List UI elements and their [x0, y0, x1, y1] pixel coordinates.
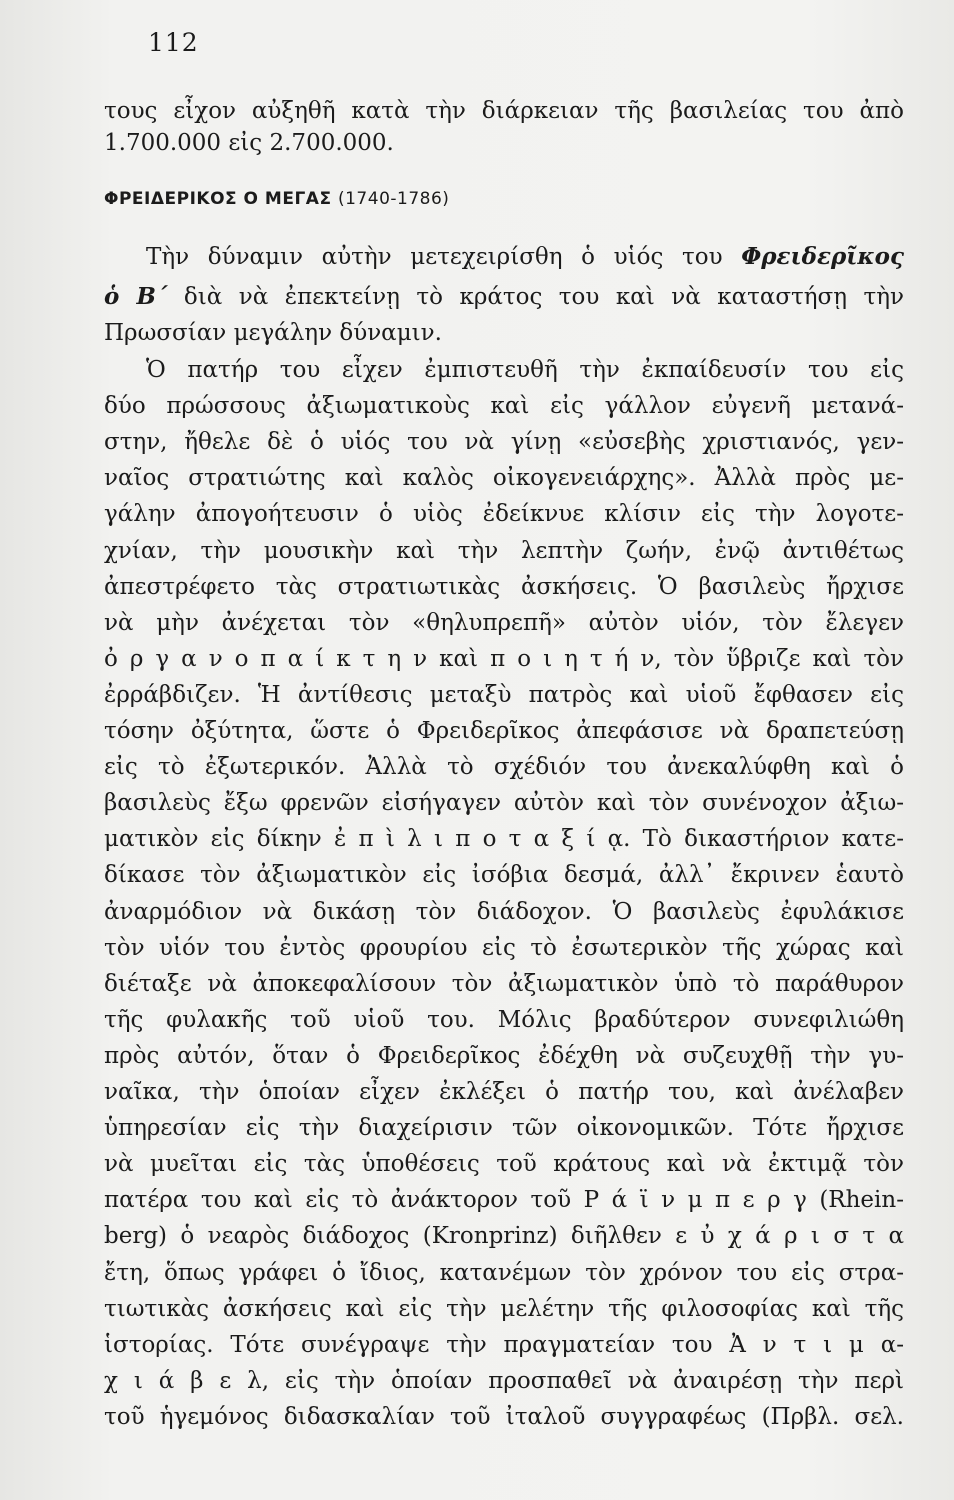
text-line: τόσην ὀξύτητα, ὥστε ὁ Φρειδερῖκος ἀπεφάσισε νὰ δραπετεύσῃ: [104, 718, 904, 744]
frederick-name: Φρειδερῖκος: [741, 243, 904, 270]
text-line: τιωτικὰς ἀσκήσεις καὶ εἰς τὴν μελέτην τῆς φιλοσοφίας καὶ τῆς: [104, 1296, 904, 1322]
intro-line-1: τους εἶχον αὐξηθῆ κατὰ τὴν διάρκειαν τῆς βασιλείας του ἀπὸ: [104, 98, 904, 124]
text-line: πατέρα του καὶ εἰς τὸ ἀνάκτορον τοῦ Ρ ά ϊ ν μ π ε ρ γ (Rhein-: [104, 1187, 904, 1213]
section-heading: [104, 189, 449, 209]
text-line: ἐρράβδιζεν. Ἡ ἀντίθεσις μεταξὺ πατρὸς καὶ υἱοῦ ἔφθασεν εἰς: [104, 682, 904, 708]
text-line: ἱστορίας. Τότε συνέγραψε τὴν πραγματείαν του Ἀ ν τ ι μ α-: [104, 1332, 904, 1358]
para1-line-1: [146, 242, 904, 272]
text-line: γάλην ἀπογοήτευσιν ὁ υἱὸς ἐδείκνυε κλίσιν εἰς τὴν λογοτε-: [104, 501, 904, 527]
text-line: berg) ὁ νεαρὸς διάδοχος (Kronprinz) διῆλθεν ε ὐ χ ά ρ ι σ τ α: [104, 1223, 904, 1249]
page-number: 112: [148, 28, 199, 57]
para1-line2-text: διὰ νὰ ἐπεκτείνῃ τὸ κράτος του καὶ νὰ καταστήσῃ τὴν: [183, 284, 904, 310]
text-line: τὸν υἱόν του ἐντὸς φρουρίου εἰς τὸ ἐσωτερικὸν τῆς χώρας καὶ: [104, 935, 904, 961]
text-line: διέταξε νὰ ἀποκεφαλίσουν τὸν ἀξιωματικὸν ὑπὸ τὸ παράθυρον: [104, 971, 904, 997]
frederick-numeral: ὁ Β΄: [104, 283, 168, 310]
text-line: ὀ ρ γ α ν ο π α ί κ τ η ν καὶ π ο ι η τ ή ν, τὸν ὕβριζε καὶ τὸν: [104, 646, 904, 672]
text-line: ὑπηρεσίαν εἰς τὴν διαχείρισιν τῶν οἰκονομικῶν. Τότε ἤρχισε: [104, 1115, 904, 1141]
text-line: ἔτη, ὅπως γράφει ὁ ἴδιος, κατανέμων τὸν χρόνον του εἰς στρα-: [104, 1260, 904, 1286]
text-line: στην, ἤθελε δὲ ὁ υἱός του νὰ γίνῃ «εὐσεβὴς χριστιανός, γεν-: [104, 429, 904, 455]
text-line: νὰ μυεῖται εἰς τὰς ὑποθέσεις τοῦ κράτους καὶ νὰ ἐκτιμᾷ τὸν: [104, 1151, 904, 1177]
para1-line-2: [104, 282, 904, 312]
text-line: χ ι ά β ε λ, εἰς τὴν ὁποίαν προσπαθεῖ νὰ ἀναιρέσῃ τὴν περὶ: [104, 1368, 904, 1394]
text-line: ναῖος στρατιώτης καὶ καλὸς οἰκογενειάρχης». Ἀλλὰ πρὸς με-: [104, 465, 904, 491]
para1-line1-text: Τὴν δύναμιν αὐτὴν μετεχειρίσθη ὁ υἱός του: [146, 244, 723, 270]
text-line: ἀναρμόδιον νὰ δικάσῃ τὸν διάδοχον. Ὁ βασιλεὺς ἐφυλάκισε: [104, 899, 904, 925]
text-line: ματικὸν εἰς δίκην ἐ π ὶ λ ι π ο τ α ξ ί ᾳ. Τὸ δικαστήριον κατε-: [104, 826, 904, 852]
text-line: δύο πρώσσους ἀξιωματικοὺς καὶ εἰς γάλλον εὐγενῆ μετανά-: [104, 393, 904, 419]
text-line: χνίαν, τὴν μουσικὴν καὶ τὴν λεπτὴν ζωήν, ἐνῷ ἀντιθέτως: [104, 538, 904, 564]
text-line: τῆς φυλακῆς τοῦ υἱοῦ του. Μόλις βραδύτερον συνεφιλιώθη: [104, 1007, 904, 1033]
text-line: ναῖκα, τὴν ὁποίαν εἶχεν ἐκλέξει ὁ πατήρ του, καὶ ἀνέλαβεν: [104, 1079, 904, 1105]
intro-line-2: 1.700.000 εἰς 2.700.000.: [104, 130, 394, 156]
text-line: τοῦ ἡγεμόνος διδασκαλίαν τοῦ ἰταλοῦ συγγραφέως (Πρβλ. σελ.: [104, 1404, 904, 1430]
section-heading-title: ΦΡΕΙΔΕΡΙΚΟΣ Ο ΜΕΓΑΣ: [104, 189, 332, 209]
text-line: δίκασε τὸν ἀξιωματικὸν εἰς ἰσόβια δεσμά, ἀλλ᾽ ἔκρινεν ἑαυτὸ: [104, 862, 904, 888]
text-line: Ὁ πατήρ του εἶχεν ἐμπιστευθῆ τὴν ἐκπαίδευσίν του εἰς: [146, 357, 904, 383]
para1-line-3: Πρωσσίαν μεγάλην δύναμιν.: [104, 320, 442, 346]
text-line: νὰ μὴν ἀνέχεται τὸν «θηλυπρεπῆ» αὐτὸν υἱόν, τὸν ἔλεγεν: [104, 610, 904, 636]
text-line: εἰς τὸ ἐξωτερικόν. Ἀλλὰ τὸ σχέδιόν του ἀνεκαλύφθη καὶ ὁ: [104, 754, 904, 780]
section-heading-years: (1740-1786): [337, 189, 450, 209]
text-line: ἀπεστρέφετο τὰς στρατιωτικὰς ἀσκήσεις. Ὁ βασιλεὺς ἤρχισε: [104, 574, 904, 600]
text-line: πρὸς αὐτόν, ὅταν ὁ Φρειδερῖκος ἐδέχθη νὰ συζευχθῇ τὴν γυ-: [104, 1043, 904, 1069]
text-line: βασιλεὺς ἔξω φρενῶν εἰσήγαγεν αὐτὸν καὶ τὸν συνένοχον ἀξιω-: [104, 790, 904, 816]
